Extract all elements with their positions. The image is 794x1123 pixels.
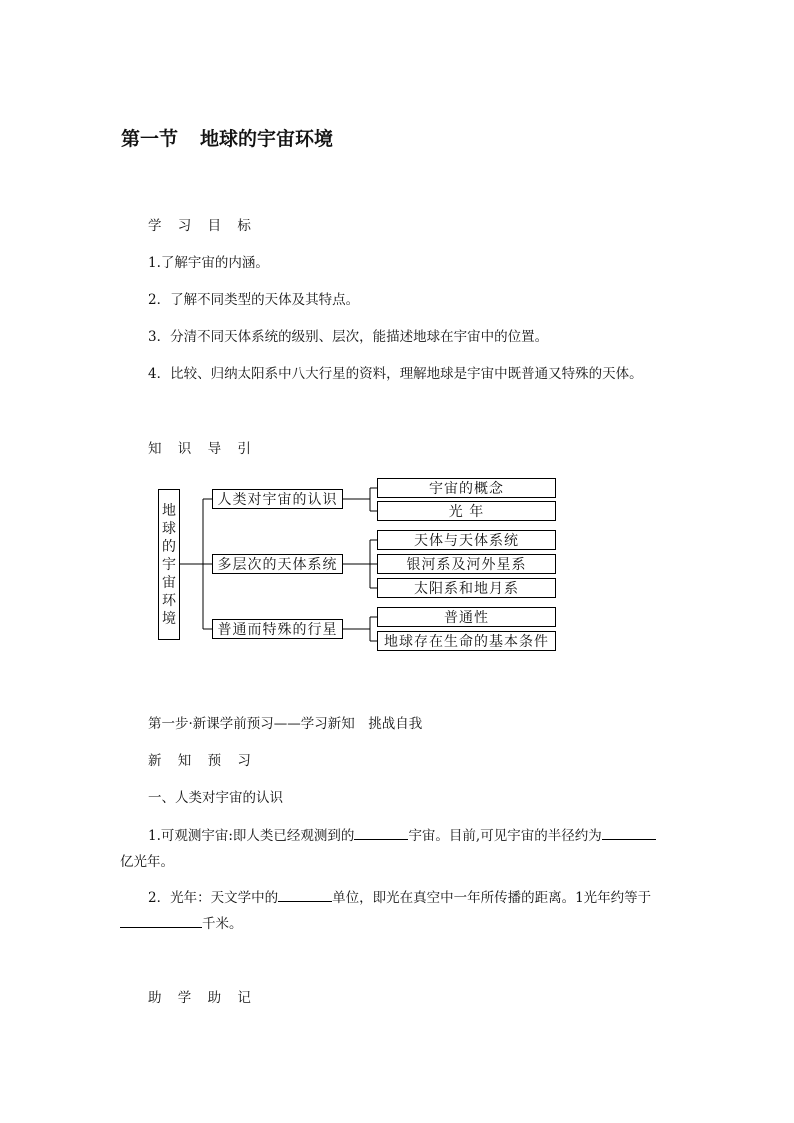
goal-item-2: 2．了解不同类型的天体及其特点。 xyxy=(148,292,360,308)
leaf-box: 普通性 xyxy=(377,607,556,627)
guide-heading: 知 识 导 引 xyxy=(148,441,257,457)
question-2-line-2 xyxy=(120,912,243,932)
root-char: 地 xyxy=(162,502,176,519)
leaf-box: 光 年 xyxy=(377,501,556,521)
question-2-line-1 xyxy=(148,886,651,906)
answer-blank[interactable] xyxy=(354,825,408,840)
leaf-box: 宇宙的概念 xyxy=(377,478,556,498)
q2-text-a: 2．光年：天文学中的 xyxy=(148,890,279,906)
q1-text-a: 1.可观测宇宙:即人类已经观测到的 xyxy=(148,828,355,844)
section-title: 地球的宇宙环境 xyxy=(200,128,334,150)
root-char: 宇 xyxy=(162,556,176,573)
section-heading-1: 一、人类对宇宙的认识 xyxy=(148,790,283,806)
step1-line: 第一步·新课学前预习——学习新知 挑战自我 xyxy=(148,716,423,732)
answer-blank[interactable] xyxy=(278,887,332,902)
q1-text-c: 亿光年。 xyxy=(120,854,174,870)
branch-box-3: 普通而特殊的行星 xyxy=(212,619,343,639)
root-char: 境 xyxy=(162,610,176,627)
leaf-box: 太阳系和地月系 xyxy=(377,578,556,598)
answer-blank[interactable] xyxy=(602,825,656,840)
leaf-box: 银河系及河外星系 xyxy=(377,554,556,574)
q1-text-b: 宇宙。目前,可见宇宙的半径约为 xyxy=(408,828,602,844)
q2-text-b: 单位，即光在真空中一年所传播的距离。1光年约等于 xyxy=(332,890,652,906)
root-char: 的 xyxy=(162,538,176,555)
q2-text-c: 千米。 xyxy=(202,916,243,932)
root-char: 环 xyxy=(162,592,176,609)
goal-item-3: 3．分清不同天体系统的级别、层次，能描述地球在宇宙中的位置。 xyxy=(148,329,549,345)
leaf-box: 天体与天体系统 xyxy=(377,530,556,550)
root-char: 宙 xyxy=(162,574,176,591)
branch-box-1: 人类对宇宙的认识 xyxy=(212,489,343,509)
section-number: 第一节 xyxy=(121,128,179,150)
question-1-line-1 xyxy=(148,824,656,844)
goals-heading: 学 习 目 标 xyxy=(148,218,257,234)
goal-item-1: 1.了解宇宙的内涵。 xyxy=(148,255,269,271)
root-topic-box xyxy=(158,489,180,640)
study-aid-heading: 助 学 助 记 xyxy=(148,990,257,1006)
goal-item-4: 4．比较、归纳太阳系中八大行星的资料，理解地球是宇宙中既普通又特殊的天体。 xyxy=(148,366,643,382)
leaf-box: 地球存在生命的基本条件 xyxy=(377,631,556,651)
preview-heading: 新 知 预 习 xyxy=(148,753,257,769)
root-char: 球 xyxy=(162,520,176,537)
branch-box-2: 多层次的天体系统 xyxy=(212,554,343,574)
answer-blank[interactable] xyxy=(120,913,202,928)
